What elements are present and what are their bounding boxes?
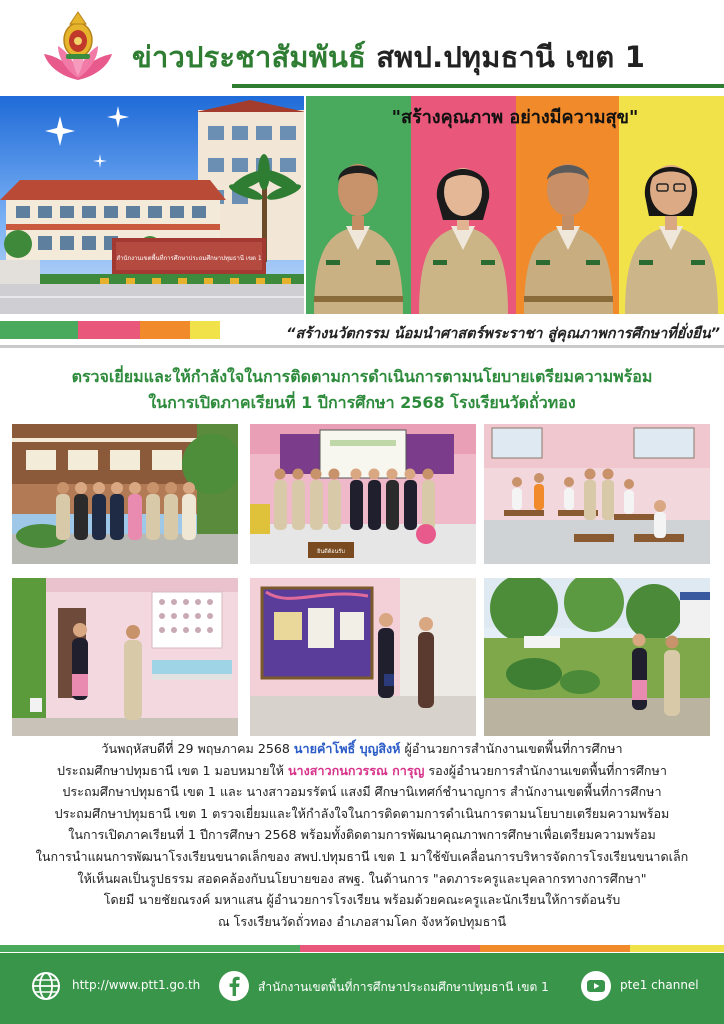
news-body [10,738,714,932]
tagline: “สร้างนวัตกรรม น้อมนำศาสตร์พระราชา สู่คุณภาพการศึกษาที่ยั่งยืน” [286,326,720,342]
facebook-page-link[interactable]: สำนักงานเขตพื้นที่การศึกษาประถมศึกษาปทุมธานี เขต 1 [258,980,549,994]
news-body-date: วันพฤหัสบดีที่ 29 พฤษภาคม 2568 [101,741,294,756]
director-name: นายคำโพธิ์ บุญสิงห์ [293,741,401,756]
news-body-line2 [10,760,714,782]
photo-meeting-room [250,424,476,564]
portrait-director [306,120,411,314]
lotus-emblem-icon [40,10,116,86]
footer-stripe-green [0,945,300,952]
color-stripe-yellow [190,321,220,339]
assignment-text: ประถมศึกษาปทุมธานี เขต 1 มอบหมายให้ [57,762,288,778]
news-headline-line2: ในการเปิดภาคเรียนที่ 1 ปีการศึกษา 2568 โรงเรียนวัดถั่วทอง [148,393,576,412]
news-body-line9: ณ โรงเรียนวัดถั่วทอง อำเภอสามโคก จังหวัดปทุมธานี [217,913,507,929]
news-body-line8: โดยมี นายชัยณรงค์ มหาแสน ผู้อำนวยการโรงเรียน พร้อมด้วยคณะครูและนักเรียนให้การต้อนรับ [103,892,621,908]
page-header [0,0,724,92]
color-stripe-green [0,321,78,339]
header-divider [232,84,724,88]
news-body-line1 [10,738,714,760]
youtube-icon[interactable] [580,970,612,1002]
photo-classroom [484,424,710,564]
photo-group-outside [12,424,238,564]
building-sign-text: สำนักงานเขตพื้นที่การศึกษาประถมศึกษาปทุมธานี เขต 1 [116,255,262,262]
news-body-line6: ในการนำแผนการพัฒนาโรงเรียนขนาดเล็กของ สพป.ปทุมธานี เขต 1 มาใช้ขับเคลื่อนการบริหารจัดการโรงเรียนขนาดเล็ก [35,848,689,864]
photo-bulletin-board [250,578,476,736]
deputy-title: รองผู้อำนวยการสำนักงานเขตพื้นที่การศึกษา [424,762,667,778]
footer-stripe-yellow [630,945,724,952]
office-building-photo [0,96,304,314]
portrait-deputy-1 [411,120,516,314]
globe-icon [30,970,62,1002]
tagline-divider [0,345,724,348]
page-title-office: สพป.ปทุมธานี เขต 1 [376,40,646,74]
facebook-icon[interactable] [218,970,250,1002]
youtube-channel-link[interactable]: pte1 channel [620,978,699,992]
news-body-line4: ประถมศึกษาปทุมธานี เขต 1 ตรวจเยี่ยมและให้กำลังใจในการติดตามการดำเนินการตามนโยบายเตรียมความพร้อม [54,805,670,821]
page-title-main: ข่าวประชาสัมพันธ์ [132,40,366,74]
news-headline-line1: ตรวจเยี่ยมและให้กำลังใจในการติดตามการดำเนินการตามนโยบายเตรียมความพร้อม [71,367,653,386]
photo-washroom [12,578,238,736]
news-headline [20,364,704,416]
news-body-line7: ให้เห็นผลเป็นรูปธรรม สอดคล้องกับนโยบายของ สพฐ. ในด้านการ "ลดภาระครูและบุคลากรทางการศึกษา" [77,870,647,886]
news-body-line3: ประถมศึกษาปทุมธานี เขต 1 และ นางสาวอมรรัตน์ แสงมี ศึกษานิเทศก์ชำนาญการ สำนักงานเขตพื้นที่การศึกษา [62,784,662,800]
footer-stripe-orange [480,945,630,952]
banner [0,96,724,314]
page-footer [0,953,724,1024]
portrait-deputy-2 [516,120,621,314]
website-link[interactable]: http://www.ptt1.go.th [72,978,201,992]
footer-stripe-pink [300,945,480,952]
deputy-name: นางสาวกนกวรรณ การุญ [287,762,425,778]
welcome-sign-text: ยินดีต้อนรับ [317,549,345,555]
color-stripe-pink [78,321,140,339]
director-title: ผู้อำนวยการสำนักงานเขตพื้นที่การศึกษา [400,741,623,756]
color-stripe-orange [140,321,190,339]
portrait-deputy-3 [619,120,724,314]
page-title [132,34,645,80]
news-body-line5: ในการเปิดภาคเรียนที่ 1 ปีการศึกษา 2568 พร้อมทั้งติดตามการพัฒนาคุณภาพการศึกษาเพื่อเตรียมความพร้อม [68,827,656,843]
photo-garden [484,578,710,736]
banner-slogan: "สร้างคุณภาพ อย่างมีความสุข" [391,107,639,128]
